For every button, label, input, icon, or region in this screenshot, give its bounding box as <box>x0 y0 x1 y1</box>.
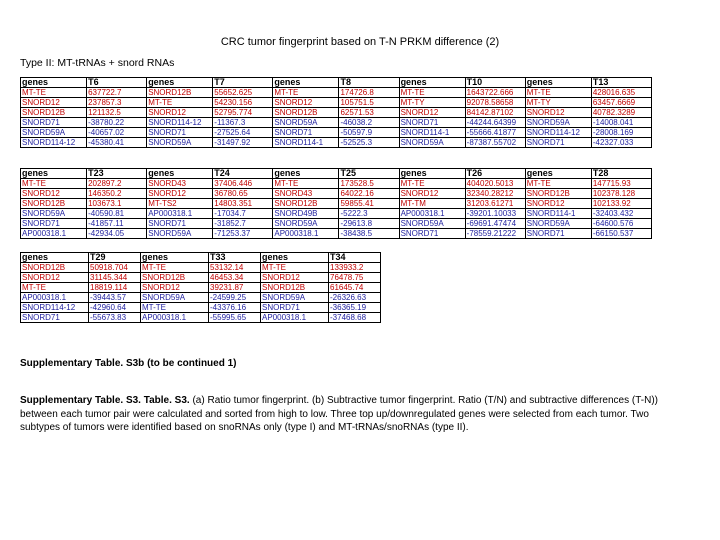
gene-cell: SNORD71 <box>399 118 465 128</box>
value-cell: -14008.041 <box>591 118 651 128</box>
value-cell: -39201.10033 <box>465 209 525 219</box>
value-cell: -38780.22 <box>87 118 147 128</box>
gene-cell: SNORD12 <box>399 108 465 118</box>
table-caption-full <box>20 394 660 435</box>
gene-cell: SNORD71 <box>147 219 213 229</box>
table-row <box>21 209 652 219</box>
table-row <box>21 108 652 118</box>
gene-cell: SNORD12 <box>147 108 213 118</box>
value-cell: -66150.537 <box>591 229 651 239</box>
value-cell: 637722.7 <box>87 88 147 98</box>
table-row <box>21 273 381 283</box>
value-cell: -17034.7 <box>213 209 273 219</box>
value-cell: 62571.53 <box>339 108 399 118</box>
fingerprint-table-1 <box>20 77 652 148</box>
value-cell: 37406.446 <box>213 179 273 189</box>
table-row <box>21 189 652 199</box>
value-cell: 1643722.666 <box>465 88 525 98</box>
gene-cell: MT-TM <box>399 199 465 209</box>
value-cell: -55666.41877 <box>465 128 525 138</box>
table-row <box>21 283 381 293</box>
sample-header-cell: T29 <box>89 253 141 263</box>
gene-cell: SNORD114-12 <box>21 138 87 148</box>
value-cell: 102378.128 <box>591 189 651 199</box>
gene-cell: SNORD43 <box>147 179 213 189</box>
gene-cell: MT-TE <box>399 88 465 98</box>
gene-cell: MT-TE <box>399 179 465 189</box>
page-title: CRC tumor fingerprint based on T-N PRKM difference (2) <box>220 36 500 48</box>
gene-cell: SNORD71 <box>261 303 329 313</box>
gene-cell: SNORD71 <box>21 313 89 323</box>
sample-header-cell: T26 <box>465 169 525 179</box>
value-cell: 102133.92 <box>591 199 651 209</box>
gene-cell: MT-TE <box>261 263 329 273</box>
gene-cell: SNORD71 <box>399 229 465 239</box>
gene-cell: MT-TE <box>273 179 339 189</box>
gene-cell: SNORD114-1 <box>525 209 591 219</box>
value-cell: -28008.169 <box>591 128 651 138</box>
gene-cell: SNORD114-12 <box>147 118 213 128</box>
gene-cell: SNORD49B <box>273 209 339 219</box>
value-cell: -55995.65 <box>209 313 261 323</box>
genes-header-cell: genes <box>147 169 213 179</box>
genes-header-cell: genes <box>21 253 89 263</box>
value-cell: -64600.576 <box>591 219 651 229</box>
gene-cell: SNORD12 <box>21 273 89 283</box>
gene-cell: SNORD12B <box>273 108 339 118</box>
genes-header-cell: genes <box>141 253 209 263</box>
gene-cell: SNORD114-12 <box>21 303 89 313</box>
sample-header-cell: T6 <box>87 78 147 88</box>
value-cell: 174726.8 <box>339 88 399 98</box>
value-cell: 173528.5 <box>339 179 399 189</box>
value-cell: 50918.704 <box>89 263 141 273</box>
value-cell: 133933.2 <box>329 263 381 273</box>
table-header-row <box>21 253 381 263</box>
value-cell: -11367.3 <box>213 118 273 128</box>
value-cell: -87387.55702 <box>465 138 525 148</box>
gene-cell: SNORD12B <box>21 199 87 209</box>
gene-cell: SNORD71 <box>21 219 87 229</box>
value-cell: 147715.93 <box>591 179 651 189</box>
table-row <box>21 293 381 303</box>
gene-cell: SNORD71 <box>273 128 339 138</box>
value-cell: 39231.87 <box>209 283 261 293</box>
value-cell: -41857.11 <box>87 219 147 229</box>
gene-cell: SNORD12 <box>21 189 87 199</box>
value-cell: 63457.6669 <box>591 98 651 108</box>
genes-header-cell: genes <box>525 78 591 88</box>
table-row <box>21 179 652 189</box>
value-cell: -38438.5 <box>339 229 399 239</box>
value-cell: 84142.87102 <box>465 108 525 118</box>
value-cell: -71253.37 <box>213 229 273 239</box>
value-cell: -42327.033 <box>591 138 651 148</box>
sample-header-cell: T8 <box>339 78 399 88</box>
gene-cell: SNORD12 <box>261 273 329 283</box>
value-cell: 105751.5 <box>339 98 399 108</box>
table-row <box>21 98 652 108</box>
gene-cell: SNORD114-1 <box>273 138 339 148</box>
value-cell: 103673.1 <box>87 199 147 209</box>
value-cell: 61645.74 <box>329 283 381 293</box>
gene-cell: SNORD59A <box>147 229 213 239</box>
sample-header-cell: T28 <box>591 169 651 179</box>
gene-cell: MT-TE <box>141 303 209 313</box>
genes-header-cell: genes <box>399 169 465 179</box>
sample-header-cell: T33 <box>209 253 261 263</box>
gene-cell: MT-TE <box>21 283 89 293</box>
gene-cell: SNORD12 <box>525 108 591 118</box>
value-cell: 76478.75 <box>329 273 381 283</box>
value-cell: -69691.47474 <box>465 219 525 229</box>
value-cell: -36365.19 <box>329 303 381 313</box>
gene-cell: SNORD59A <box>399 219 465 229</box>
value-cell: -78559.21222 <box>465 229 525 239</box>
gene-cell: SNORD71 <box>525 229 591 239</box>
value-cell: 31203.61271 <box>465 199 525 209</box>
value-cell: -44244.64399 <box>465 118 525 128</box>
gene-cell: SNORD59A <box>141 293 209 303</box>
value-cell: -32403.432 <box>591 209 651 219</box>
gene-cell: SNORD43 <box>273 189 339 199</box>
value-cell: 428016.635 <box>591 88 651 98</box>
value-cell: -29613.8 <box>339 219 399 229</box>
genes-header-cell: genes <box>21 169 87 179</box>
value-cell: 32340.28212 <box>465 189 525 199</box>
genes-header-cell: genes <box>261 253 329 263</box>
gene-cell: MT-TS2 <box>147 199 213 209</box>
value-cell: 146350.2 <box>87 189 147 199</box>
sample-header-cell: T25 <box>339 169 399 179</box>
caption-body: (a) Ratio tumor fingerprint. (b) Subtractive tumor fingerprint. Ratio (T/N) and subtractive differences (T-N)) between each tumor pair were calculated and sorted from high to low. Three top up/downregulated genes were selected from each tumor. Two subtypes of tumors were identified based on snoRNAs only (type I) and MT-tRNAs/snoRNAs (type II). <box>20 395 658 433</box>
gene-cell: SNORD114-1 <box>399 128 465 138</box>
gene-cell: SNORD12B <box>141 273 209 283</box>
gene-cell: SNORD59A <box>21 128 87 138</box>
value-cell: -42960.64 <box>89 303 141 313</box>
gene-cell: SNORD59A <box>21 209 87 219</box>
value-cell: -40590.81 <box>87 209 147 219</box>
gene-cell: AP000318.1 <box>261 313 329 323</box>
value-cell: -40657.02 <box>87 128 147 138</box>
value-cell: -37468.68 <box>329 313 381 323</box>
table-row <box>21 118 652 128</box>
table-caption-short: Supplementary Table. S3b (to be continued 1) <box>20 358 237 369</box>
genes-header-cell: genes <box>273 78 339 88</box>
fingerprint-table-2 <box>20 168 652 239</box>
value-cell: -43376.16 <box>209 303 261 313</box>
gene-cell: SNORD71 <box>147 128 213 138</box>
value-cell: -26326.63 <box>329 293 381 303</box>
gene-cell: SNORD12B <box>21 108 87 118</box>
gene-cell: SNORD59A <box>399 138 465 148</box>
genes-header-cell: genes <box>273 169 339 179</box>
gene-cell: MT-TE <box>21 179 87 189</box>
table-row <box>21 229 652 239</box>
gene-cell: SNORD12B <box>21 263 89 273</box>
table-row <box>21 138 652 148</box>
gene-cell: MT-TE <box>525 179 591 189</box>
gene-cell: MT-TE <box>141 263 209 273</box>
value-cell: 18819.114 <box>89 283 141 293</box>
value-cell: 404020.5013 <box>465 179 525 189</box>
gene-cell: SNORD12B <box>525 189 591 199</box>
sample-header-cell: T23 <box>87 169 147 179</box>
fingerprint-table-3 <box>20 252 381 323</box>
gene-cell: AP000318.1 <box>273 229 339 239</box>
gene-cell: MT-TE <box>21 88 87 98</box>
genes-header-cell: genes <box>21 78 87 88</box>
gene-cell: SNORD12 <box>399 189 465 199</box>
gene-cell: SNORD59A <box>273 118 339 128</box>
gene-cell: SNORD12B <box>147 88 213 98</box>
sample-header-cell: T10 <box>465 78 525 88</box>
value-cell: -31497.92 <box>213 138 273 148</box>
value-cell: 54230.156 <box>213 98 273 108</box>
gene-cell: SNORD59A <box>525 118 591 128</box>
page-subtitle: Type II: MT-tRNAs + snord RNAs <box>20 57 175 69</box>
gene-cell: SNORD71 <box>21 118 87 128</box>
gene-cell: SNORD12B <box>273 199 339 209</box>
gene-cell: SNORD71 <box>525 138 591 148</box>
table-row <box>21 219 652 229</box>
gene-cell: MT-TE <box>273 88 339 98</box>
value-cell: -42934.05 <box>87 229 147 239</box>
value-cell: 31145.344 <box>89 273 141 283</box>
sample-header-cell: T34 <box>329 253 381 263</box>
gene-cell: AP000318.1 <box>399 209 465 219</box>
value-cell: 64022.16 <box>339 189 399 199</box>
gene-cell: SNORD12 <box>21 98 87 108</box>
gene-cell: MT-TE <box>147 98 213 108</box>
value-cell: -5222.3 <box>339 209 399 219</box>
table-row <box>21 303 381 313</box>
table-row <box>21 128 652 138</box>
value-cell: -55673.83 <box>89 313 141 323</box>
sample-header-cell: T24 <box>213 169 273 179</box>
table-header-row <box>21 169 652 179</box>
value-cell: -27525.64 <box>213 128 273 138</box>
genes-header-cell: genes <box>399 78 465 88</box>
genes-header-cell: genes <box>525 169 591 179</box>
gene-cell: SNORD12 <box>141 283 209 293</box>
value-cell: -46038.2 <box>339 118 399 128</box>
sample-header-cell: T7 <box>213 78 273 88</box>
value-cell: -52525.3 <box>339 138 399 148</box>
value-cell: 92078.58658 <box>465 98 525 108</box>
gene-cell: SNORD114-12 <box>525 128 591 138</box>
caption-bold-lead: Supplementary Table. S3. Table. S3. <box>20 395 190 406</box>
gene-cell: MT-TY <box>399 98 465 108</box>
gene-cell: AP000318.1 <box>21 293 89 303</box>
gene-cell: MT-TY <box>525 98 591 108</box>
value-cell: -24599.25 <box>209 293 261 303</box>
value-cell: 14803.351 <box>213 199 273 209</box>
value-cell: 121132.5 <box>87 108 147 118</box>
sample-header-cell: T13 <box>591 78 651 88</box>
gene-cell: SNORD12B <box>261 283 329 293</box>
gene-cell: AP000318.1 <box>141 313 209 323</box>
gene-cell: SNORD12 <box>273 98 339 108</box>
value-cell: 52795.774 <box>213 108 273 118</box>
gene-cell: SNORD59A <box>261 293 329 303</box>
gene-cell: SNORD59A <box>147 138 213 148</box>
genes-header-cell: genes <box>147 78 213 88</box>
table-row <box>21 199 652 209</box>
value-cell: 55652.625 <box>213 88 273 98</box>
gene-cell: SNORD59A <box>525 219 591 229</box>
table-header-row <box>21 78 652 88</box>
value-cell: -45380.41 <box>87 138 147 148</box>
value-cell: 202897.2 <box>87 179 147 189</box>
table-row <box>21 263 381 273</box>
value-cell: 40782.3289 <box>591 108 651 118</box>
gene-cell: SNORD12 <box>147 189 213 199</box>
value-cell: -31852.7 <box>213 219 273 229</box>
gene-cell: SNORD12 <box>525 199 591 209</box>
value-cell: 53132.14 <box>209 263 261 273</box>
table-row <box>21 313 381 323</box>
gene-cell: AP000318.1 <box>21 229 87 239</box>
value-cell: 237857.3 <box>87 98 147 108</box>
table-row <box>21 88 652 98</box>
value-cell: -50597.9 <box>339 128 399 138</box>
gene-cell: SNORD59A <box>273 219 339 229</box>
value-cell: 46453.34 <box>209 273 261 283</box>
gene-cell: MT-TE <box>525 88 591 98</box>
value-cell: -39443.57 <box>89 293 141 303</box>
value-cell: 59855.41 <box>339 199 399 209</box>
gene-cell: AP000318.1 <box>147 209 213 219</box>
value-cell: 36780.65 <box>213 189 273 199</box>
